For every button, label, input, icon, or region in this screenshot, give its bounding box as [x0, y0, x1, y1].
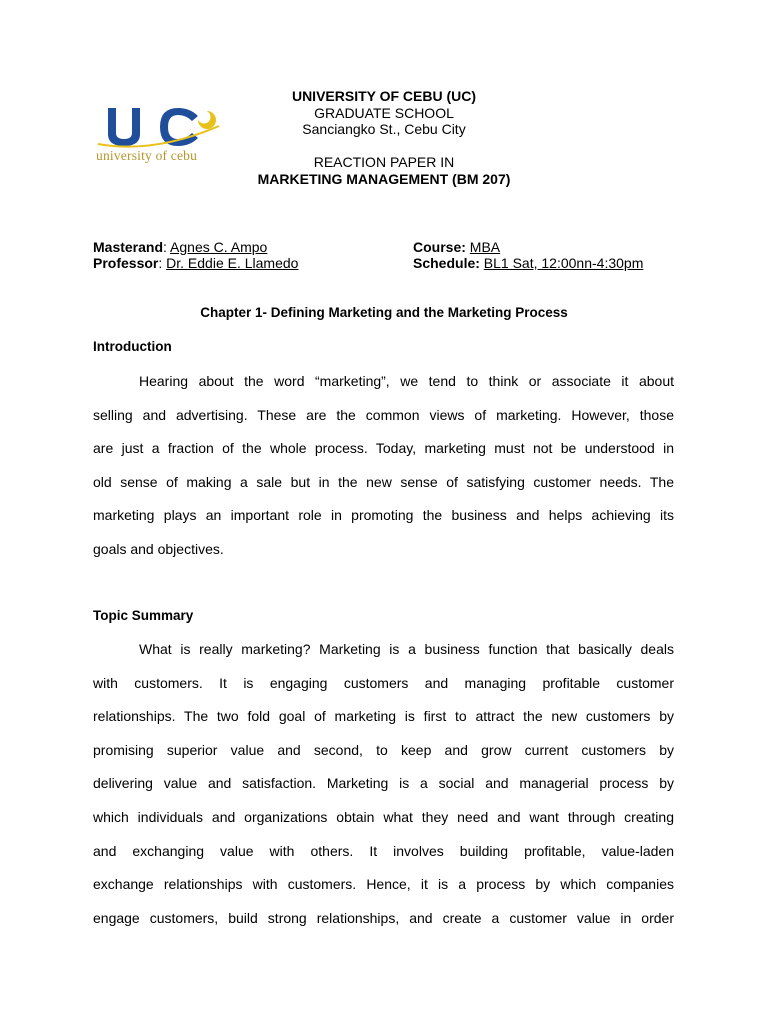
course-label: Course: [413, 239, 466, 255]
schedule-line [413, 255, 643, 272]
course-value: MBA [469, 239, 501, 255]
paragraph-line: promising superior value and second, to keep and grow current customers by [93, 741, 674, 758]
paragraph-line: and exchanging value with others. It involves building profitable, value-laden [93, 842, 674, 859]
paragraph-line: selling and advertising. These are the common views of marketing. However, those [93, 406, 674, 423]
professor-line: Professor: Dr. Eddie E. Llamedo [93, 255, 299, 271]
topic-summary-heading: Topic Summary [93, 608, 194, 623]
paragraph-line: delivering value and satisfaction. Marketing is a social and managerial process by [93, 775, 674, 792]
masterand-label: Masterand [93, 239, 164, 255]
logo-wordmark: university of cebu [96, 148, 198, 163]
schedule-value: BL1 Sat, 12:00nn-4:30pm [483, 255, 644, 271]
professor-label: Professor [93, 255, 159, 271]
paragraph-line: goals and objectives. [93, 540, 224, 557]
paragraph-line: are just a fraction of the whole process. Today, marketing must not be understood in [93, 440, 674, 457]
introduction-heading: Introduction [93, 339, 172, 354]
schedule-label: Schedule: [413, 255, 480, 271]
paragraph-line: marketing plays an important role in promoting the business and helps achieving its [93, 507, 674, 524]
course-line [413, 239, 500, 256]
paper-type: REACTION PAPER IN [313, 154, 455, 170]
paragraph-line: exchange relationships with customers. Hence, it is a process by which companies [93, 876, 674, 893]
paragraph-line: which individuals and organizations obtain what they need and want through creating [93, 808, 674, 825]
masterand-line: Masterand: Agnes C. Ampo [93, 239, 268, 255]
topic-summary-paragraph [93, 641, 674, 943]
paragraph-line: relationships. The two fold goal of marketing is first to attract the new customers by [93, 708, 674, 725]
professor-value: Dr. Eddie E. Llamedo [166, 255, 299, 271]
paragraph-line: What is really marketing? Marketing is a business function that basically deals [139, 641, 674, 657]
paragraph-line: engage customers, build strong relationships, and create a customer value in order [93, 909, 674, 926]
paragraph-line: Hearing about the word “marketing”, we tend to think or associate it about [139, 373, 674, 389]
course-title: MARKETING MANAGEMENT (BM 207) [257, 171, 511, 187]
paragraph-line: old sense of making a sale but in the new sense of satisfying customer needs. The [93, 473, 674, 490]
paragraph-line: with customers. It is engaging customers and managing profitable customer [93, 674, 674, 691]
masterand-value: Agnes C. Ampo [170, 239, 268, 255]
introduction-paragraph [93, 373, 674, 575]
university-name: UNIVERSITY OF CEBU (UC) [291, 88, 477, 104]
chapter-title: Chapter 1- Defining Marketing and the Marketing Process [200, 305, 568, 320]
school-name: GRADUATE SCHOOL [314, 105, 454, 121]
school-address: Sanciangko St., Cebu City [302, 121, 466, 137]
